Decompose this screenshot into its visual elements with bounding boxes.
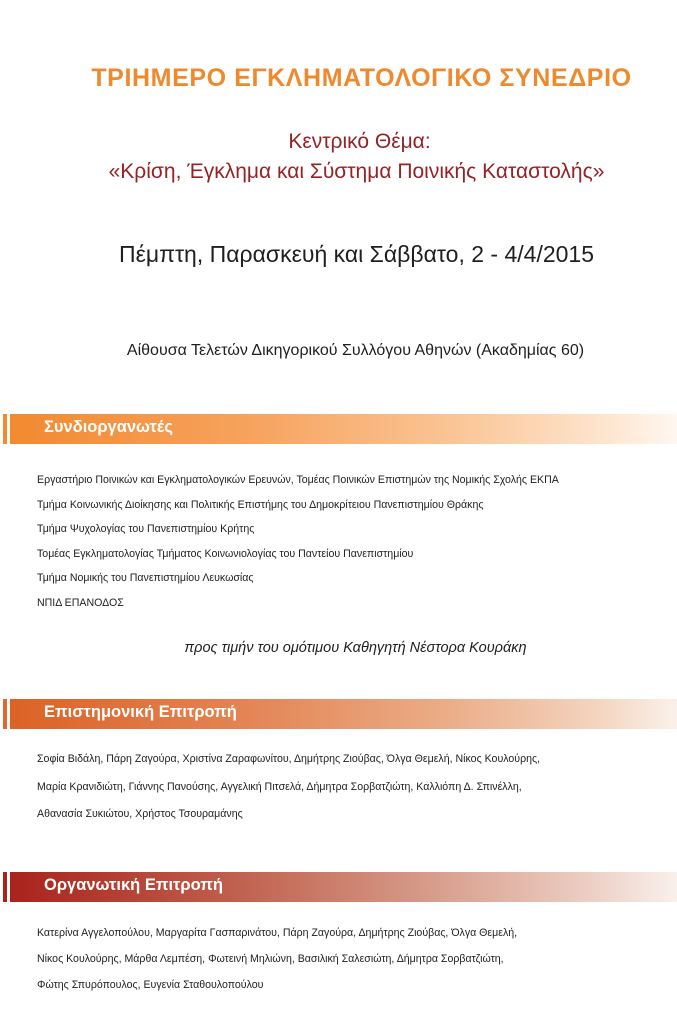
co-organizer-item: Τμήμα Ψυχολογίας του Πανεπιστημίου Κρήτης xyxy=(37,523,255,536)
co-organizers-heading: Συνδιοργανωτές xyxy=(44,418,173,436)
honor-dedication: προς τιμήν του ομότιμου Καθηγητή Νέστορα Κουράκη xyxy=(184,640,527,656)
organizing-committee-heading: Οργανωτική Επιτροπή xyxy=(44,876,223,894)
section-edge-marker xyxy=(3,699,7,729)
co-organizer-item: Τμήμα Νομικής του Πανεπιστημίου Λευκωσίας xyxy=(37,572,254,585)
committee-line: Νίκος Κουλούρης, Μάρθα Λεμπέση, Φωτεινή Μηλιώνη, Βασιλική Σαλεσιώτη, Δήμητρα Σορβατζιώτη, xyxy=(37,953,504,965)
theme-label: Κεντρικό Θέμα: xyxy=(288,130,431,153)
scientific-committee-header-bar xyxy=(0,699,677,729)
co-organizer-item: ΝΠΙΔ ΕΠΑΝΟΔΟΣ xyxy=(37,597,124,609)
co-organizer-item: Τμήμα Κοινωνικής Διοίκησης και Πολιτικής Επιστήμης του Δημοκρίτειου Πανεπιστημίου Θράκης xyxy=(37,498,484,511)
conference-venue: Αίθουσα Τελετών Δικηγορικού Συλλόγου Αθηνών (Ακαδημίας 60) xyxy=(126,342,585,359)
conference-dates: Πέμπτη, Παρασκευή και Σάββατο, 2 - 4/4/2015 xyxy=(118,241,594,267)
theme-text: «Κρίση, Έγκλημα και Σύστημα Ποινικής Καταστολής» xyxy=(108,160,605,183)
section-edge-marker xyxy=(3,872,7,902)
co-organizer-item: Εργαστήριο Ποινικών και Εγκληματολογικών Ερευνών, Τομέας Ποινικών Επιστημών της Νομικής Σχολής ΕΚΠΑ xyxy=(37,474,559,486)
committee-line: Σοφία Βιδάλη, Πάρη Ζαγούρα, Χριστίνα Ζαραφωνίτου, Δημήτρης Ζιούβας, Όλγα Θεμελή, Νίκος Κουλούρης, xyxy=(37,753,541,765)
committee-line: Κατερίνα Αγγελοπούλου, Μαργαρίτα Γασπαρινάτου, Πάρη Ζαγούρα, Δημήτρης Ζιούβας, Όλγα Θεμελή, xyxy=(37,927,518,939)
committee-line: Αθανασία Συκιώτου, Χρήστος Τσουραμάνης xyxy=(37,808,243,820)
co-organizer-item: Τομέας Εγκληματολογίας Τμήματος Κοινωνιολογίας του Παντείου Πανεπιστημίου xyxy=(37,547,414,560)
co-organizers-header-bar xyxy=(0,414,677,444)
conference-title: ΤΡΙΗΜΕΡΟ ΕΓΚΛΗΜΑΤΟΛΟΓΙΚΟ ΣΥΝΕΔΡΙΟ xyxy=(91,64,632,92)
scientific-committee-heading: Επιστημονική Επιτροπή xyxy=(44,703,237,721)
committee-line: Φώτης Σπυρόπουλος, Ευγενία Σταθουλοπούλου xyxy=(37,979,264,991)
section-edge-marker xyxy=(3,414,7,444)
organizing-committee-header-bar xyxy=(0,872,677,902)
committee-line: Μαρία Κρανιδιώτη, Γιάννης Πανούσης, Αγγελική Πιτσελά, Δήμητρα Σορβατζιώτη, Καλλιόπη Δ. Σπινέλλη, xyxy=(37,780,522,793)
